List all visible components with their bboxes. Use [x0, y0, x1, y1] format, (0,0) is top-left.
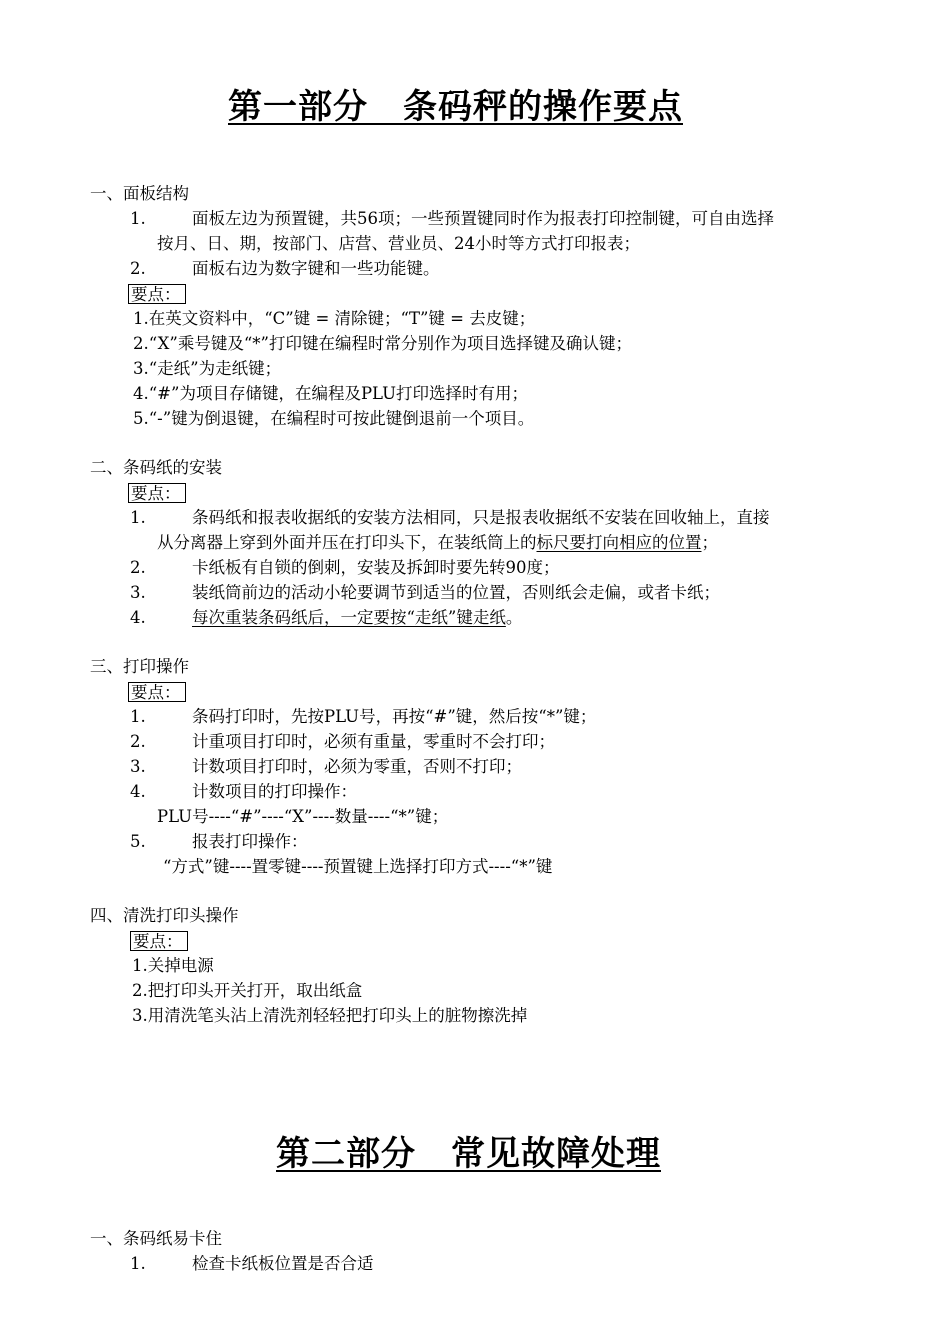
section1-heading: 一、面板结构	[90, 184, 189, 203]
item-number: 4.	[130, 782, 146, 801]
item-number: 3.	[130, 583, 146, 602]
item-text: 从分离器上穿到外面并压在打印头下，在装纸筒上的	[157, 533, 537, 552]
item-number: 5.	[130, 832, 146, 851]
item-number: 1.	[130, 707, 146, 726]
item-text: 计重项目打印时，必须有重量，零重时不会打印；	[192, 732, 555, 751]
item-number: 1.	[130, 209, 146, 228]
s1-item1-cont: 按月、日、期，按部门、店营、营业员、24小时等方式打印报表；	[157, 234, 640, 253]
item-number: 1.	[130, 1254, 146, 1273]
item-text: 检查卡纸板位置是否合适	[192, 1254, 374, 1273]
item-text: 。	[505, 608, 523, 627]
key-points-label: 要点：	[128, 682, 186, 702]
item-text: 条码打印时，先按PLU号，再按“#”键，然后按“*”键；	[192, 707, 597, 726]
item-text: 卡纸板有自锁的倒刺，安装及拆卸时要先转90度；	[192, 558, 560, 577]
s3-item4	[130, 784, 357, 801]
s3-item4-detail: PLU号----“#”----“X”----数量----“*”键；	[157, 807, 449, 826]
s3-item3	[130, 759, 522, 776]
s3-item1	[130, 709, 596, 726]
section4-heading: 四、清洗打印头操作	[90, 906, 239, 925]
section3-heading: 三、打印操作	[90, 657, 189, 676]
item-text: 报表打印操作：	[192, 832, 308, 851]
p2-section1-heading: 一、条码纸易卡住	[90, 1229, 222, 1248]
item-text: 面板右边为数字键和一些功能键。	[192, 259, 440, 278]
item-number: 3.	[130, 757, 146, 776]
s1-item2	[130, 261, 440, 278]
item-number: 2.	[130, 732, 146, 751]
item-text: 面板左边为预置键，共56项；一些预置键同时作为报表打印控制键，可自由选择	[192, 209, 774, 228]
p2-s1-item1	[130, 1256, 374, 1273]
item-number: 4.	[130, 608, 146, 627]
s1-point-1: 1.在英文资料中，“C”键 = 清除键；“T”键 = 去皮键；	[133, 309, 536, 328]
s2-item2	[130, 560, 560, 577]
s2-item1-cont	[157, 535, 718, 552]
s4-point-2: 2.把打印头开关打开，取出纸盒	[132, 981, 363, 1000]
part1-title: 第一部分 条码秤的操作要点	[228, 87, 683, 127]
s1-point-2: 2.“X”乘号键及“*”打印键在编程时常分别作为项目选择键及确认键；	[133, 334, 632, 353]
s4-point-3: 3.用清洗笔头沾上清洗剂轻轻把打印头上的脏物擦洗掉	[132, 1006, 528, 1025]
key-points-label: 要点：	[128, 284, 186, 304]
s3-item5	[130, 834, 308, 851]
underlined-text: 每次重装条码纸后，一定要按“走纸”键走纸	[192, 608, 506, 627]
s1-point-3: 3.“走纸”为走纸键；	[133, 359, 282, 378]
s1-item1	[130, 211, 774, 228]
key-points-label: 要点：	[128, 483, 186, 503]
item-text: 条码纸和报表收据纸的安装方法相同，只是报表收据纸不安装在回收轴上，直接	[192, 508, 770, 527]
section2-heading: 二、条码纸的安装	[90, 458, 222, 477]
item-number: 2.	[130, 558, 146, 577]
s4-point-1: 1.关掉电源	[132, 956, 214, 975]
s1-point-5: 5.“-”键为倒退键，在编程时可按此键倒退前一个项目。	[133, 409, 535, 428]
s2-item4	[130, 610, 522, 627]
s3-item2	[130, 734, 555, 751]
part2-title: 第二部分 常见故障处理	[276, 1134, 661, 1174]
item-text: 装纸筒前边的活动小轮要调节到适当的位置，否则纸会走偏，或者卡纸；	[192, 583, 720, 602]
s2-item1	[130, 510, 770, 527]
item-text: 计数项目的打印操作：	[192, 782, 357, 801]
item-text: 计数项目打印时，必须为零重，否则不打印；	[192, 757, 522, 776]
underlined-text: 标尺要打向相应的位置	[536, 533, 702, 552]
item-text: ；	[701, 533, 718, 552]
item-number: 1.	[130, 508, 146, 527]
s2-item3	[130, 585, 720, 602]
item-number: 2.	[130, 259, 146, 278]
s1-point-4: 4.“#”为项目存储键，在编程及PLU打印选择时有用；	[133, 384, 529, 403]
s3-item5-detail: “方式”键----置零键----预置键上选择打印方式----“*”键	[163, 857, 553, 876]
key-points-label: 要点：	[130, 931, 188, 951]
